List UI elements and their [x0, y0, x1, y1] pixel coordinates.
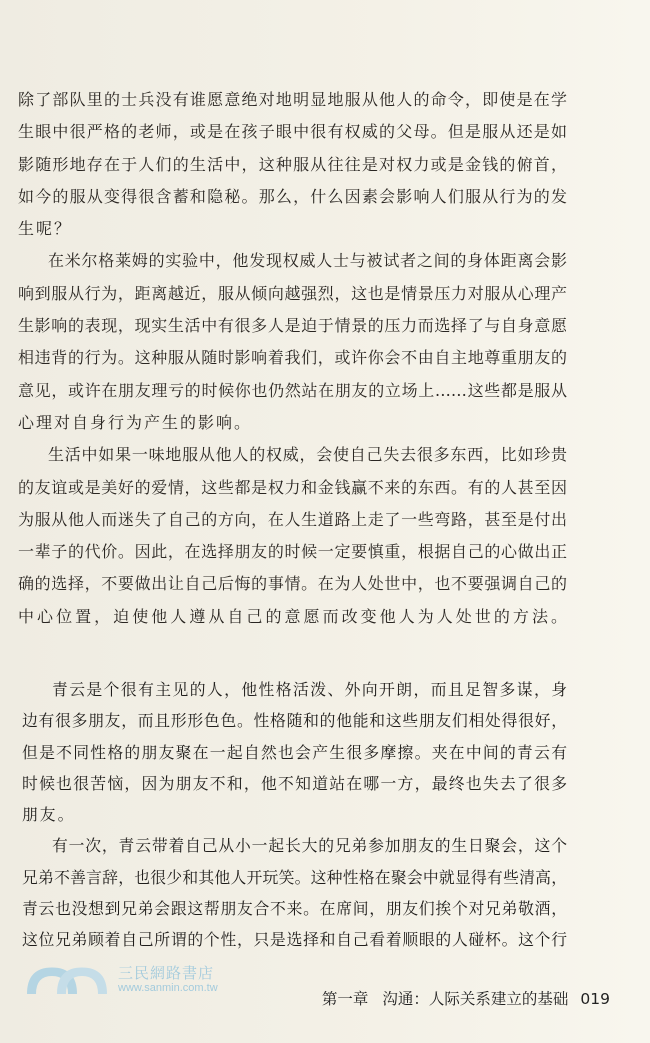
text-line: 生呢？: [18, 219, 73, 239]
text-line: 一辈子的代价。因此，在选择朋友的时候一定要慎重，根据自己的心做出正: [18, 542, 567, 562]
text-line: 朋友。: [22, 805, 76, 825]
text-line: 意见，或许在朋友理亏的时候你也仍然站在朋友的立场上……这些都是服从: [18, 380, 567, 400]
text-line: 中心位置，迫使他人遵从自己的意愿而改变他人为人处世的方法。: [18, 606, 567, 626]
watermark-url: www.sanmin.com.tw: [118, 982, 218, 994]
text-line: 生活中如果一味地服从他人的权威，会使自己失去很多东西，比如珍贵: [48, 445, 567, 465]
paragraph: [18, 84, 567, 245]
paragraph: [18, 439, 567, 633]
chapter-title: 沟通：人际关系建立的基础: [382, 990, 569, 1008]
text-line: 兄弟不善言辞，也很少和其他人开玩笑。这种性格在聚会中就显得有些清高，: [22, 867, 567, 887]
watermark: [22, 962, 242, 998]
text-line: 心理对自身行为产生的影响。: [18, 412, 253, 432]
text-line: 这位兄弟顾着自己所谓的个性，只是选择和自己看着顺眼的人碰杯。这个行: [22, 930, 567, 950]
text-line: 除了部队里的士兵没有谁愿意绝对地明显地服从他人的命令，即使是在学: [18, 90, 567, 109]
page-footer: [322, 987, 610, 1009]
text-line: 的友谊或是美好的爱情，这些都是权力和金钱赢不来的东西。有的人甚至因: [18, 477, 567, 497]
text-line: 时候也很苦恼，因为朋友不和，他不知道站在哪一方，最终也失去了很多: [22, 773, 567, 793]
text-line: 确的选择，不要做出让自己后悔的事情。在为人处世中，也不要强调自己的: [18, 574, 567, 594]
chapter-label: 第一章: [321, 990, 369, 1008]
main-text: [18, 84, 567, 633]
text-line: 影随形地存在于人们的生活中，这种服从往往是对权力或是金钱的俯首，: [18, 154, 567, 174]
text-line: 响到服从行为，距离越近，服从倾向越强烈，这也是情景压力对服从心理产: [18, 283, 567, 303]
text-line: 青云也没想到兄弟会跟这帮朋友合不来。在席间，朋友们挨个对兄弟敬酒，: [22, 899, 567, 919]
text-line: 为服从他人而迷失了自己的方向，在人生道路上走了一些弯路，甚至是付出: [18, 509, 567, 529]
text-line: 在米尔格莱姆的实验中，他发现权威人士与被试者之间的身体距离会影: [48, 251, 567, 271]
text-line: 青云是个很有主见的人，他性格活泼、外向开朗，而且足智多谋，身: [52, 680, 567, 699]
paragraph: [22, 674, 567, 830]
paragraph: [22, 830, 567, 955]
page-number: 019: [580, 990, 610, 1008]
text-line: 但是不同性格的朋友聚在一起自然也会产生很多摩擦。夹在中间的青云有: [22, 742, 567, 762]
paragraph: [18, 245, 567, 439]
text-line: 生眼中很严格的老师，或是在孩子眼中很有权威的父母。但是服从还是如: [18, 122, 567, 142]
text-line: 如今的服从变得很含蓄和隐秘。那么，什么因素会影响人们服从行为的发: [18, 186, 567, 206]
text-line: 相违背的行为。这种服从随时影响着我们，或许你会不由自主地尊重朋友的: [18, 348, 567, 368]
text-line: 生影响的表现，现实生活中有很多人是迫于情景的压力而选择了与自身意愿: [18, 316, 567, 336]
story-text: [22, 674, 567, 956]
text-line: 有一次，青云带着自己从小一起长大的兄弟参加朋友的生日聚会，这个: [52, 836, 567, 856]
watermark-logo-icon: [22, 964, 112, 996]
text-line: 边有很多朋友，而且形形色色。性格随和的他能和这些朋友们相处得很好，: [22, 711, 567, 731]
watermark-name: 三民網路書店: [118, 964, 215, 982]
